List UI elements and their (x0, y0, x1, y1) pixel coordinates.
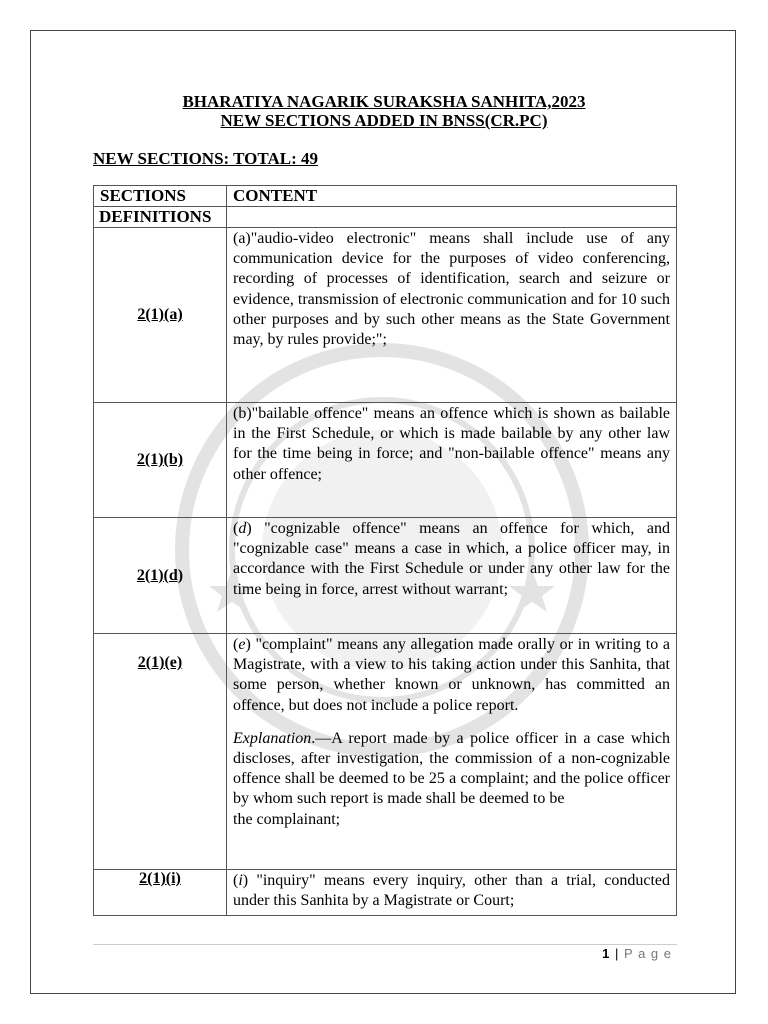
section-cell: 2(1)(d) (94, 518, 227, 634)
group-label-definitions: DEFINITIONS (94, 207, 227, 228)
group-empty-cell (227, 207, 677, 228)
section-cell: 2(1)(i) (94, 870, 227, 916)
section-cell: 2(1)(b) (94, 403, 227, 518)
table-row (94, 634, 677, 870)
table-header-row (94, 186, 677, 207)
table-row (94, 403, 677, 518)
footer-separator: | (615, 946, 620, 961)
content-cell: (e) "complaint" means any allegation made orally or in writing to a Magistrate, with a view to his taking action under this Sanhita, that some person, whether known or unknown, has committed an offence, but does not include a police report. Explanation.—A report made by a police officer in a case which discloses, after investigation, the commission of a non-cognizable offence shall be deemed to be 25 a complaint; and the police officer by whom such report is made shall be deemed to be the complainant; (227, 634, 677, 870)
document-subtitle: NEW SECTIONS ADDED IN BNSS(CR.PC) (220, 111, 548, 130)
page-footer (602, 946, 672, 961)
page-word: P a g e (624, 946, 672, 961)
content-cell: (b)"bailable offence" means an offence which is shown as bailable in the First Schedule, or which is made bailable by any other law for the time being in force; and "non-bailable offence" means any other offence; (227, 403, 677, 518)
table-group-row (94, 207, 677, 228)
column-header-content: CONTENT (227, 186, 677, 207)
page-number: 1 (602, 946, 611, 961)
section-cell: 2(1)(a) (94, 228, 227, 403)
content-cell: (i) "inquiry" means every inquiry, other than a trial, conducted under this Sanhita by a Magistrate or Court; (227, 870, 677, 916)
footer-divider (93, 944, 677, 945)
content-cell: (d) "cognizable offence" means an offence for which, and "cognizable case" means a case in which, a police officer may, in accordance with the First Schedule or under any other law for the time being in force, arrest without warrant; (227, 518, 677, 634)
table-row (94, 870, 677, 916)
table-row (94, 518, 677, 634)
section-cell: 2(1)(e) (94, 634, 227, 870)
table-row (94, 228, 677, 403)
sections-table (93, 185, 677, 916)
content-cell: (a)"audio-video electronic" means shall include use of any communication device for the purposes of video conferencing, recording of processes of identification, search and seizure or evidence, transmission of electronic communication and for 10 such other purposes and by such other means as the State Government may, by rules provide;"; (227, 228, 677, 403)
section-total-heading: NEW SECTIONS: TOTAL: 49 (93, 149, 319, 168)
column-header-sections: SECTIONS (94, 186, 227, 207)
document-title: BHARATIYA NAGARIK SURAKSHA SANHITA,2023 (182, 92, 586, 111)
